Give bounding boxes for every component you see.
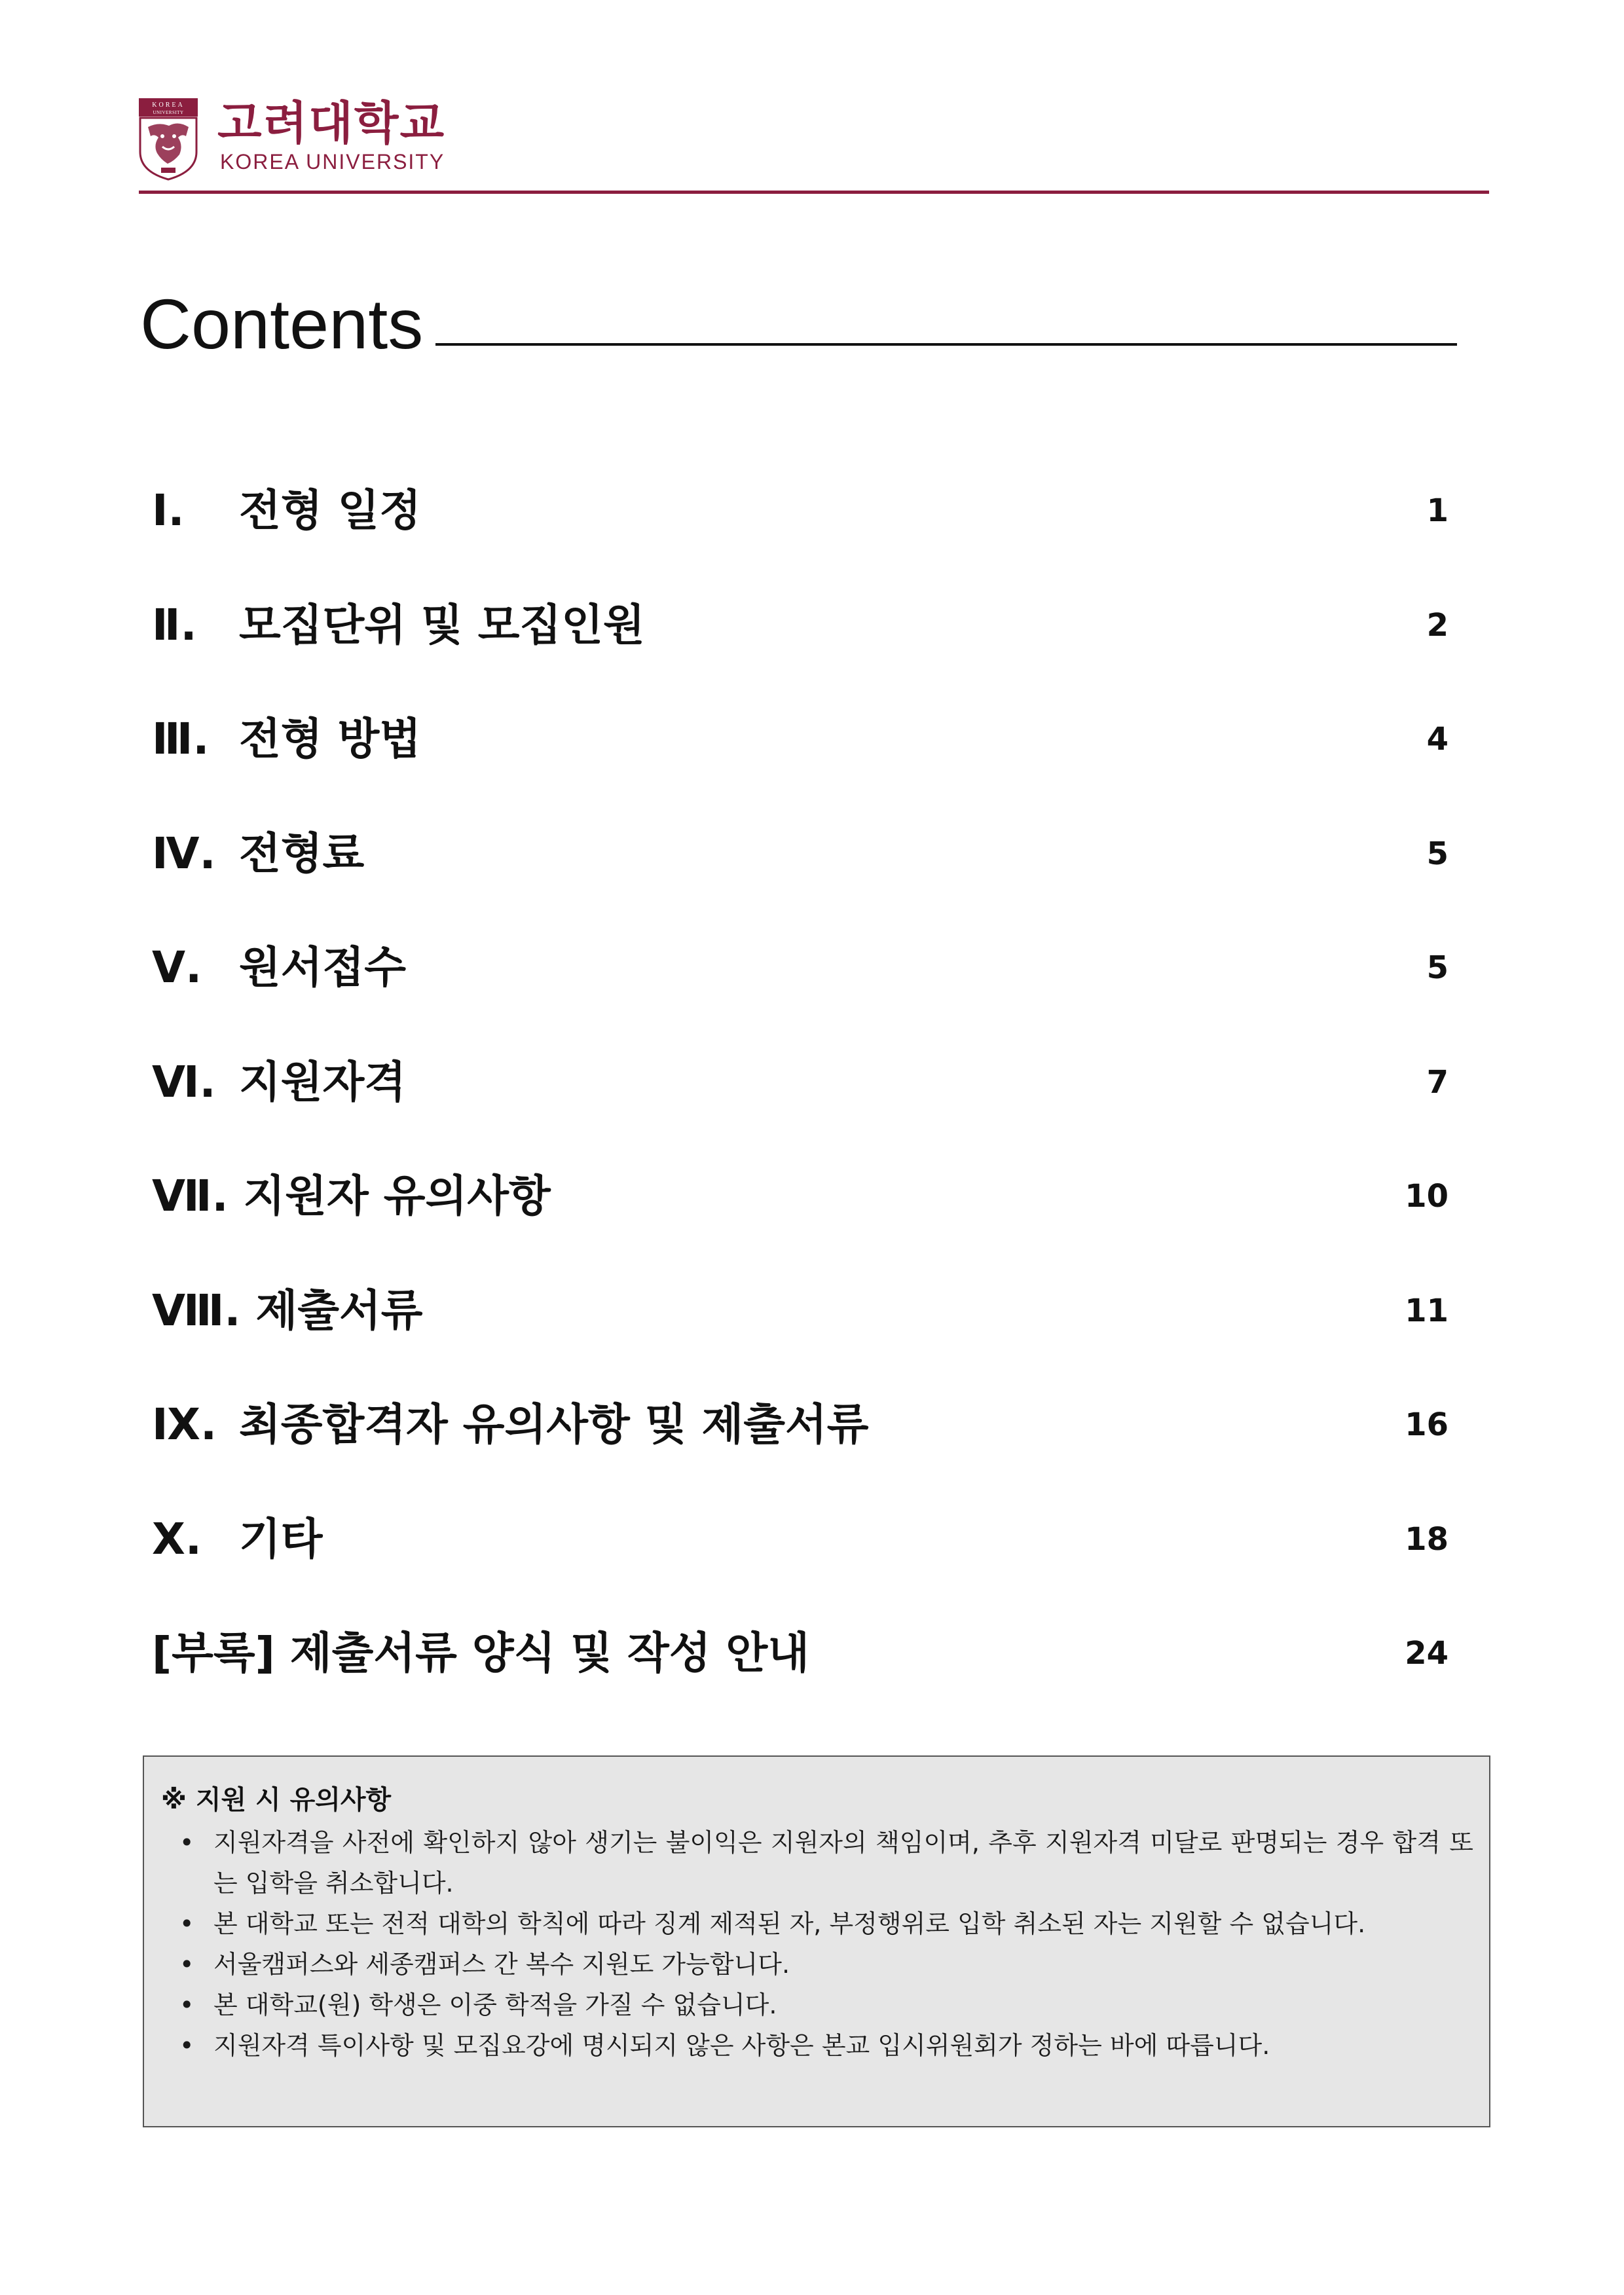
toc-entry[interactable]: [152, 1050, 1449, 1164]
toc-entry-number: Ⅲ.: [152, 714, 210, 764]
toc-entry-number: Ⅷ.: [152, 1285, 241, 1336]
toc-entry[interactable]: [152, 821, 1449, 936]
toc-entry-label: 제출서류 양식 및 작성 안내: [289, 1628, 810, 1678]
toc-entry-page: 7: [1426, 1063, 1449, 1101]
toc-entry[interactable]: [152, 593, 1449, 707]
bullet-icon: •: [179, 1950, 194, 1979]
notice-item: • 본 대학교 또는 전적 대학의 학칙에 따라 징계 제적된 자, 부정행위로 입학 취소된 자는 지원할 수 없습니다.: [161, 1903, 1473, 1944]
toc-entry[interactable]: [152, 1164, 1449, 1278]
toc-entry[interactable]: [152, 1392, 1449, 1507]
university-seal-logo: [139, 98, 198, 181]
toc-entry-number: Ⅸ.: [152, 1399, 217, 1450]
page-header: [139, 97, 1488, 195]
toc-entry-label: 제출서류: [255, 1285, 423, 1336]
toc-entry-number: Ⅴ.: [152, 942, 202, 993]
application-notice-box: [143, 1755, 1490, 2127]
toc-entry-label: 모집단위 및 모집인원: [238, 599, 645, 650]
toc-entry-number: Ⅱ.: [152, 599, 197, 650]
bullet-icon: •: [179, 1828, 194, 1857]
toc-entry-label: 최종합격자 유의사항 및 제출서류: [238, 1399, 869, 1450]
svg-text:KOREA: KOREA: [152, 101, 185, 109]
toc-entry-label: 전형 방법: [238, 714, 421, 764]
bullet-icon: •: [179, 2031, 194, 2060]
brand-name-english: KOREA UNIVERSITY: [220, 150, 445, 174]
toc-entry-page: 2: [1426, 606, 1449, 644]
toc-entry-number: Ⅵ.: [152, 1056, 216, 1107]
notice-list: [161, 1822, 1473, 2066]
toc-entry-label: 지원자 유의사항: [243, 1171, 551, 1221]
toc-entry-page: 5: [1426, 949, 1449, 986]
toc-entry-page: 16: [1405, 1406, 1449, 1443]
toc-entry[interactable]: [152, 478, 1449, 593]
toc-entry-page: 1: [1426, 492, 1449, 529]
toc-entry-number: Ⅰ.: [152, 485, 185, 536]
bullet-icon: •: [179, 1909, 194, 1938]
toc-entry-number: Ⅹ.: [152, 1513, 202, 1564]
toc-entry-number: Ⅳ.: [152, 828, 216, 879]
toc-entry-number: Ⅶ.: [152, 1171, 229, 1221]
toc-entry[interactable]: [152, 707, 1449, 821]
title-underline: [435, 343, 1457, 346]
toc-entry-label: 기타: [238, 1513, 323, 1564]
toc-entry-page: 18: [1405, 1520, 1449, 1558]
notice-item: • 본 대학교(원) 학생은 이중 학적을 가질 수 없습니다.: [161, 1985, 1473, 2025]
brand-name-korean: 고려대학교: [217, 96, 446, 150]
toc-entry-label: 원서접수: [238, 942, 407, 993]
contents-title: Contents: [140, 284, 424, 363]
notice-item: • 지원자격을 사전에 확인하지 않아 생기는 불이익은 지원자의 책임이며, 추후 지원자격 미달로 판명되는 경우 합격 또는 입학을 취소합니다.: [161, 1822, 1473, 1903]
toc-entry[interactable]: [152, 1507, 1449, 1621]
toc-entry-label: 전형료: [238, 828, 365, 879]
table-of-contents: [152, 478, 1449, 1735]
notice-item: • 지원자격 특이사항 및 모집요강에 명시되지 않은 사항은 본교 입시위원회가 정하는 바에 따릅니다.: [161, 2025, 1473, 2066]
toc-entry[interactable]: [152, 1621, 1449, 1735]
toc-entry-number: [부록]: [152, 1628, 275, 1678]
toc-entry-page: 5: [1426, 835, 1449, 872]
header-divider: [139, 191, 1489, 194]
toc-entry-page: 10: [1405, 1178, 1449, 1215]
toc-entry-label: 지원자격: [238, 1056, 407, 1107]
notice-item: • 서울캠퍼스와 세종캠퍼스 간 복수 지원도 가능합니다.: [161, 1944, 1473, 1985]
toc-entry-page: 11: [1405, 1292, 1449, 1329]
toc-entry[interactable]: [152, 935, 1449, 1050]
svg-text:UNIVERSITY: UNIVERSITY: [153, 110, 184, 115]
toc-entry-label: 전형 일정: [238, 485, 421, 536]
toc-entry-page: 4: [1426, 721, 1449, 758]
notice-title: ※ 지원 시 유의사항: [161, 1785, 392, 1815]
toc-entry[interactable]: [152, 1278, 1449, 1393]
bullet-icon: •: [179, 1991, 194, 2019]
toc-entry-page: 24: [1405, 1635, 1449, 1672]
